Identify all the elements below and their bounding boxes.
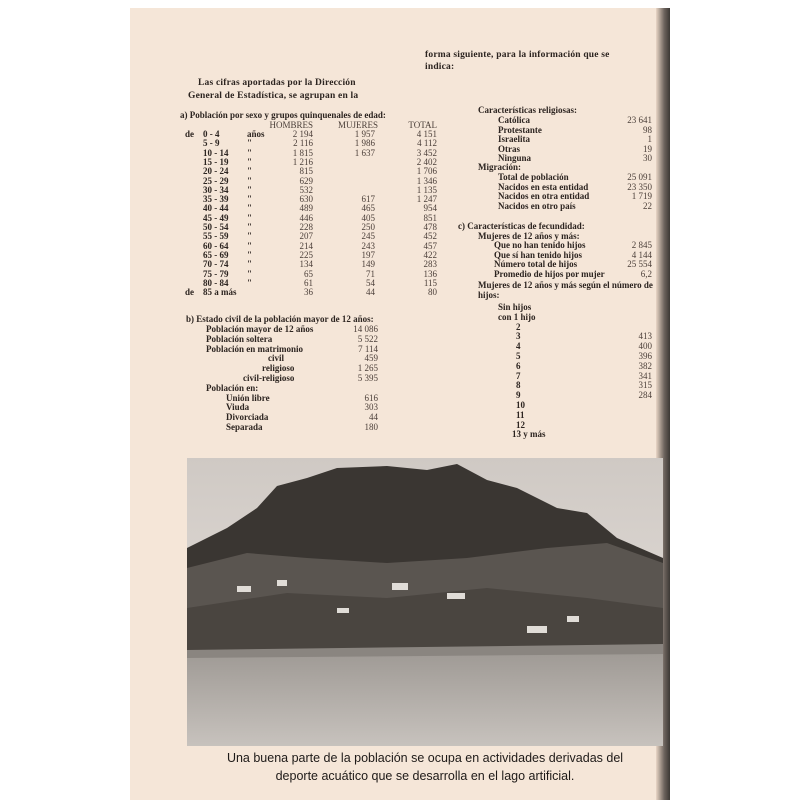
children-count-label: 2 bbox=[516, 321, 521, 332]
total-value: 4 112 bbox=[417, 138, 437, 149]
mujeres-value: 617 bbox=[361, 194, 375, 205]
fecundity-label: Promedio de hijos por mujer bbox=[494, 268, 605, 279]
civil-status-value: 7 114 bbox=[358, 343, 378, 354]
children-count-label: 3 bbox=[516, 331, 521, 342]
religion-value: 98 bbox=[643, 124, 652, 135]
mujeres-value: 465 bbox=[361, 203, 375, 214]
children-count-label: 10 bbox=[516, 400, 525, 410]
children-count-label: 6 bbox=[516, 360, 521, 371]
mujeres-value: 54 bbox=[366, 277, 375, 288]
children-count-label: 11 bbox=[516, 409, 525, 420]
age-unit: " bbox=[247, 156, 252, 167]
civil-status-label: Población soltera bbox=[206, 333, 273, 344]
mujeres-value: 245 bbox=[361, 231, 375, 242]
fecundity-value: 2 845 bbox=[631, 240, 652, 250]
children-count-label: 4 bbox=[516, 341, 521, 352]
age-range: 20 - 24 bbox=[203, 166, 229, 177]
religion-label: Otras bbox=[498, 143, 520, 154]
age-range: 55 - 59 bbox=[203, 231, 229, 242]
photo-caption-line2: deporte acuático que se desarrolla en el lago artificial. bbox=[275, 769, 575, 783]
mujeres-value: 405 bbox=[361, 212, 375, 223]
photo-caption-line1: Una buena parte de la población se ocupa en actividades derivadas del bbox=[226, 751, 624, 765]
age-range: 35 - 39 bbox=[203, 194, 229, 205]
migration-label: Total de población bbox=[498, 172, 569, 182]
age-unit: " bbox=[247, 259, 252, 270]
migration-value: 1 719 bbox=[631, 191, 652, 201]
age-unit: " bbox=[247, 268, 252, 279]
hombres-value: 1 815 bbox=[292, 147, 313, 158]
hombres-value: 225 bbox=[299, 249, 313, 260]
total-value: 452 bbox=[423, 231, 437, 242]
civil-status-label: civil-religioso bbox=[243, 373, 295, 383]
age-range: 85 a más bbox=[203, 287, 237, 298]
civil-status-label: Unión libre bbox=[226, 392, 270, 403]
intro-right-line2: indica: bbox=[425, 62, 455, 72]
age-unit: " bbox=[247, 240, 252, 251]
fecundity-label: Que sí han tenido hijos bbox=[494, 249, 583, 260]
hombres-value: 134 bbox=[299, 259, 313, 270]
header-mujeres: MUJERES bbox=[337, 120, 378, 130]
age-unit: años bbox=[247, 129, 265, 139]
children-count-label: 7 bbox=[516, 370, 521, 381]
age-range: 80 - 84 bbox=[203, 277, 229, 288]
row-prefix: de bbox=[185, 129, 194, 139]
age-unit: " bbox=[247, 166, 252, 177]
section-a-title: a) Población por sexo y grupos quinquenales de edad: bbox=[180, 110, 386, 120]
age-unit: " bbox=[247, 203, 252, 214]
hombres-value: 214 bbox=[299, 240, 313, 251]
fecundity-label: Que no han tenido hijos bbox=[494, 240, 586, 250]
age-range: 0 - 4 bbox=[203, 129, 220, 139]
hombres-value: 2 116 bbox=[293, 138, 313, 149]
row-prefix: de bbox=[185, 287, 194, 298]
mujeres-value: 197 bbox=[361, 249, 375, 260]
religion-label: Protestante bbox=[498, 124, 542, 135]
mujeres-value: 1 957 bbox=[354, 129, 375, 139]
age-range: 65 - 69 bbox=[203, 249, 229, 260]
civil-status-label: Divorciada bbox=[226, 412, 269, 423]
civil-status-value: 14 086 bbox=[353, 324, 378, 334]
mujeres-value: 71 bbox=[366, 268, 375, 279]
lake-mountain-photo bbox=[187, 458, 663, 746]
children-count-label: 13 y más bbox=[512, 429, 546, 440]
age-unit: " bbox=[247, 147, 252, 158]
age-unit: " bbox=[247, 175, 252, 186]
total-value: 1 135 bbox=[416, 184, 437, 195]
total-value: 136 bbox=[423, 268, 437, 279]
total-value: 3 452 bbox=[416, 147, 437, 158]
age-range: 45 - 49 bbox=[203, 212, 229, 223]
age-unit: " bbox=[247, 212, 252, 223]
religion-label: Católica bbox=[498, 115, 530, 125]
hombres-value: 65 bbox=[304, 268, 313, 279]
civil-status-label: civil bbox=[268, 353, 284, 364]
intro-right-line1: forma siguiente, para la información que se bbox=[425, 50, 610, 60]
civil-status-value: 459 bbox=[364, 353, 378, 364]
age-range: 10 - 14 bbox=[203, 147, 229, 158]
age-unit: " bbox=[247, 184, 252, 195]
section-b-title: b) Estado civil de la población mayor de 12 años: bbox=[186, 314, 374, 324]
total-value: 1 706 bbox=[416, 166, 437, 177]
civil-status-label: Población en: bbox=[206, 382, 259, 393]
mujeres-value: 149 bbox=[361, 259, 375, 270]
mujeres-value: 1 637 bbox=[354, 147, 375, 158]
civil-status-value: 180 bbox=[364, 422, 378, 432]
mujeres-value: 243 bbox=[361, 240, 375, 251]
total-value: 1 346 bbox=[416, 175, 437, 186]
religion-value: 1 bbox=[647, 134, 652, 144]
migration-label: Nacidos en otra entidad bbox=[498, 191, 590, 201]
fecundity-value: 6,2 bbox=[640, 268, 652, 279]
age-unit: " bbox=[247, 231, 252, 242]
hombres-value: 1 216 bbox=[292, 156, 313, 167]
civil-status-label: Viuda bbox=[226, 402, 250, 413]
civil-status-value: 616 bbox=[364, 392, 378, 403]
age-range: 15 - 19 bbox=[203, 156, 229, 167]
civil-status-label: Población en matrimonio bbox=[206, 343, 303, 354]
hombres-value: 629 bbox=[299, 175, 313, 186]
civil-status-value: 1 265 bbox=[357, 363, 378, 374]
hombres-value: 61 bbox=[304, 277, 313, 288]
age-range: 40 - 44 bbox=[203, 203, 229, 214]
civil-status-value: 5 522 bbox=[357, 333, 378, 344]
children-count-value: 413 bbox=[638, 331, 652, 342]
header-total: TOTAL bbox=[408, 120, 437, 130]
children-count-value: 396 bbox=[638, 351, 652, 361]
total-value: 283 bbox=[423, 259, 437, 270]
children-count-value: 315 bbox=[638, 380, 652, 391]
migration-value: 25 091 bbox=[627, 172, 652, 182]
children-count-label: 8 bbox=[516, 380, 521, 391]
hombres-value: 489 bbox=[299, 203, 313, 214]
hombres-value: 532 bbox=[299, 184, 313, 195]
religion-value: 19 bbox=[643, 143, 652, 154]
mujeres-value: 250 bbox=[361, 222, 375, 232]
total-value: 478 bbox=[423, 222, 437, 232]
religion-label: Ninguna bbox=[498, 153, 532, 163]
religion-value: 30 bbox=[643, 153, 652, 163]
migration-value: 23 350 bbox=[627, 181, 652, 192]
total-value: 457 bbox=[423, 240, 437, 251]
hombres-value: 446 bbox=[299, 212, 313, 223]
children-count-value: 400 bbox=[638, 341, 652, 352]
religion-title: Características religiosas: bbox=[478, 105, 578, 115]
civil-status-value: 5 395 bbox=[357, 373, 378, 383]
civil-status-value: 303 bbox=[364, 402, 378, 413]
age-unit: " bbox=[247, 194, 252, 205]
age-unit: " bbox=[247, 222, 252, 232]
hombres-value: 207 bbox=[299, 231, 313, 242]
children-count-value: 341 bbox=[638, 370, 652, 381]
hombres-value: 36 bbox=[304, 287, 313, 298]
total-value: 80 bbox=[428, 287, 437, 298]
intro-left-line1: Las cifras aportadas por la Dirección bbox=[198, 78, 356, 88]
total-value: 115 bbox=[423, 277, 437, 288]
total-value: 851 bbox=[423, 212, 437, 223]
total-value: 4 151 bbox=[416, 129, 437, 139]
total-value: 2 402 bbox=[416, 156, 437, 167]
section-c-subtitle: Mujeres de 12 años y más: bbox=[478, 231, 580, 241]
children-count-value: 284 bbox=[638, 390, 652, 401]
fecundity-value: 25 554 bbox=[627, 259, 652, 269]
age-unit: " bbox=[247, 277, 252, 288]
migration-value: 22 bbox=[643, 200, 652, 211]
hombres-value: 630 bbox=[299, 194, 313, 205]
age-unit: " bbox=[247, 138, 252, 149]
civil-status-label: Separada bbox=[226, 422, 263, 432]
mujeres-value: 1 986 bbox=[354, 138, 375, 149]
age-range: 75 - 79 bbox=[203, 268, 229, 279]
hombres-value: 2 194 bbox=[292, 129, 313, 139]
age-range: 25 - 29 bbox=[203, 175, 229, 186]
age-unit: " bbox=[247, 249, 252, 260]
total-value: 954 bbox=[423, 203, 437, 214]
age-range: 70 - 74 bbox=[203, 259, 229, 270]
migration-label: Nacidos en otro país bbox=[498, 200, 576, 211]
civil-status-label: Población mayor de 12 años bbox=[206, 324, 314, 334]
children-count-value: 382 bbox=[638, 360, 652, 371]
migration-label: Nacidos en esta entidad bbox=[498, 181, 589, 192]
children-count-label: Sin hijos bbox=[498, 302, 532, 312]
section-c-title: c) Características de fecundidad: bbox=[458, 221, 585, 231]
fecundity-value: 4 144 bbox=[631, 249, 652, 260]
migration-title: Migración: bbox=[478, 162, 521, 172]
by-children-title: Mujeres de 12 años y más según el número de hijos: bbox=[478, 280, 653, 300]
header-hombres: HOMBRES bbox=[269, 120, 313, 130]
age-range: 60 - 64 bbox=[203, 240, 229, 251]
total-value: 422 bbox=[423, 249, 437, 260]
age-range: 5 - 9 bbox=[203, 138, 220, 149]
civil-status-value: 44 bbox=[369, 412, 378, 423]
hombres-value: 228 bbox=[299, 222, 313, 232]
civil-status-label: religioso bbox=[262, 363, 295, 374]
hombres-value: 815 bbox=[299, 166, 313, 177]
fecundity-label: Número total de hijos bbox=[494, 259, 578, 269]
children-count-label: con 1 hijo bbox=[498, 311, 536, 322]
children-count-label: 5 bbox=[516, 351, 521, 361]
age-range: 30 - 34 bbox=[203, 184, 229, 195]
total-value: 1 247 bbox=[416, 194, 437, 205]
religion-label: Israelita bbox=[498, 134, 530, 144]
mujeres-value: 44 bbox=[366, 287, 375, 298]
children-count-label: 9 bbox=[516, 390, 521, 401]
age-range: 50 - 54 bbox=[203, 222, 229, 232]
children-count-label: 12 bbox=[516, 419, 525, 430]
intro-left-line2: General de Estadística, se agrupan en la bbox=[188, 91, 359, 101]
religion-value: 23 641 bbox=[627, 115, 652, 125]
